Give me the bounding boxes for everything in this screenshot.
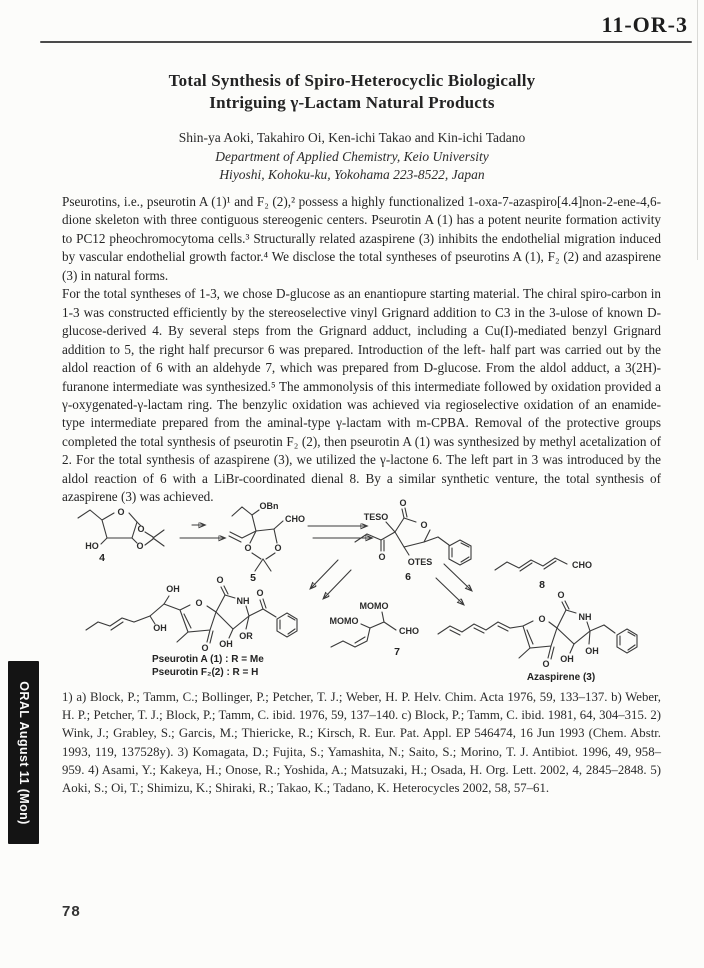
teso-label: TESO — [363, 512, 389, 522]
hydroxyl-label: HO — [85, 541, 99, 551]
carbonyl-oxygen-label: O — [399, 498, 407, 508]
ring-oxygen-label: O — [420, 520, 428, 530]
ketone-oxygen-label: O — [542, 659, 550, 669]
reaction-arrow-5-to-6 — [308, 526, 371, 538]
title-line1: Total Synthesis of Spiro-Heterocyclic Biologically — [168, 71, 536, 90]
title-line2: Intriguing γ-Lactam Natural Products — [209, 92, 495, 112]
amide-oxygen-label: O — [216, 575, 224, 585]
header-rule — [40, 41, 692, 43]
pseurotin-f2-caption: Pseurotin F₂(2) : R = H — [152, 667, 259, 678]
compound-number: 6 — [405, 571, 411, 583]
scan-artifact-line — [697, 0, 698, 260]
compound-number: 8 — [539, 579, 545, 591]
aldehyde-label: CHO — [399, 626, 419, 636]
abstract-paragraph-2: For the total syntheses of 1-3, we chose D-glucose as an enantiopure starting material. The chiral spiro-carbon in 1-3 was constructed efficiently by the stereoselective vinyl Grignard addition to C3 in the 3-ulose of known D-glucose-derived 4. By several steps from the Grignard adduct, including a Cu(I)-mediated benzyl Grignard addition to 5, the right half precursor 6 was prepared. Introduction of the left- half part was carried out by the aldol reaction of 6 with an aldehyde 7, which was prepared from D-glucose. From the aldol adduct, a 3(2H)-furanone intermediate was synthesized.⁵ The ammonolysis of this intermediate followed by oxidation provided a γ-oxygenated-γ-lactam ring. The benzylic oxidation was achieved via regioselective oxidation of an enamide-type intermediate prepared from the aminal-type γ-lactam with m-CPBA. Removal of the protective groups completed the total synthesis of pseurotin F₂ (2), then pseurotin A (1) was synthesized by methyl acetalization of 2. For the total synthesis of azaspirene (3), we utilized the γ-lactone 6. The left part in 3 was introduced by the aldol reaction of 6 with a LiBr-coordinated dienal 8. By a similar synthetic venture, the total synthesis of azaspirene (3) was achieved. — [62, 286, 661, 505]
azaspirene-caption: Azaspirene (3) — [526, 672, 596, 683]
structure-compound-6 — [355, 498, 471, 583]
page-number: 78 — [62, 903, 81, 920]
structure-compound-8 — [495, 558, 592, 591]
reaction-scheme — [40, 498, 700, 698]
momo-label: MOMO — [359, 601, 389, 611]
otes-label: OTES — [407, 557, 433, 567]
hydroxyl-label: OH — [219, 639, 233, 649]
or-group-label: OR — [239, 631, 253, 641]
acetonide-oxygen-label: O — [136, 541, 144, 551]
compound-number: 7 — [394, 646, 400, 658]
structure-pseurotin — [86, 575, 297, 678]
authors-line: Shin-ya Aoki, Takahiro Oi, Ken-ichi Takao and Kin-ichi Tadano — [178, 130, 526, 145]
compound-number: 5 — [250, 572, 256, 584]
benzoyl-oxygen-label: O — [256, 588, 264, 598]
affiliation-line1: Department of Applied Chemistry, Keio University — [215, 149, 489, 164]
abstract-body — [62, 193, 661, 507]
acetonide-oxygen-label: O — [137, 524, 145, 534]
momo-label: MOMO — [329, 616, 359, 626]
hydroxyl-label: OH — [153, 623, 167, 633]
structure-compound-4 — [78, 507, 164, 564]
ketone-oxygen-label: O — [201, 643, 209, 653]
hydroxyl-label: OH — [560, 654, 574, 664]
amide-nh-label: NH — [236, 596, 250, 606]
reaction-arrow-to-pseurotin — [311, 560, 351, 598]
references-block: 1) a) Block, P.; Tamm, C.; Bollinger, P.; Petcher, T. J.; Weber, H. P. Helv. Chim. Acta 1976, 59, 133–137. b) Weber, H. P.; Petcher, T. J.; Block, P.; Tamm, C. ibid. 1976, 59, 137–140. c) Block, P.; Tamm, C. ibid. 1981, 64, 304–315. 2) Wink, J.; Grabley, S.; Garcis, M.; Thiericke, R.; Kirsch, R. Eur. Pat. Appl. EP 546474, 16 Jun 1993 (Chem. Abstr. 1993, 119, 137528y). 3) Komagata, D.; Fujita, S.; Yamashita, N.; Saito, S.; Morino, T. J. Antibiot. 1996, 49, 958–959. 4) Asami, Y.; Kakeya, H.; Onose, R.; Yoshida, A.; Matsuzaki, H.; Osada, H. Org. Lett. 2002, 4, 2845–2848. 5) Aoki, S.; Oi, T.; Shimizu, K.; Shiraki, R.; Takao, K.; Tadano, K. Heterocycles 2002, 58, 57–61. — [62, 690, 661, 796]
dioxolane-oxygen-label: O — [274, 543, 282, 553]
ring-oxygen-label: O — [538, 614, 546, 624]
abstract-paragraph-1: Pseurotins, i.e., pseurotin A (1)¹ and F₂ (2),² possess a highly functionalized 1-oxa-7-azaspiro[4.4]non-2-ene-4,6-dione skeleton with three contiguous stereogenic centers. Pseurotin A (1) has a potent neurite formation activity to PC12 pheochromocytoma cells.³ Structurally related azaspirene (3) inhibits the endothelial migration induced by vascular endothelial growth factor.⁴ We disclose the total syntheses of pseurotins A (1), F₂ (2) and azaspirene (3) in natural forms. — [62, 194, 661, 283]
paper-title — [40, 70, 664, 113]
affiliation-line2: Hiyoshi, Kohoku-ku, Yokohama 223-8522, Japan — [219, 167, 485, 182]
hydroxyl-label: OH — [166, 584, 180, 594]
ring-oxygen-label: O — [195, 598, 203, 608]
structure-compound-7 — [330, 601, 420, 658]
dioxolane-oxygen-label: O — [244, 543, 252, 553]
session-code: 11-OR-3 — [601, 12, 688, 37]
amide-oxygen-label: O — [557, 590, 565, 600]
compound-number: 4 — [99, 552, 105, 564]
pseurotin-a-caption: Pseurotin A (1) : R = Me — [152, 654, 264, 665]
hydroxyl-label: OH — [585, 646, 599, 656]
ketone-oxygen-label: O — [378, 552, 386, 562]
session-tab — [8, 661, 39, 844]
ring-oxygen-label: O — [117, 507, 125, 517]
structure-compound-5 — [229, 501, 305, 584]
amide-nh-label: NH — [578, 612, 592, 622]
reaction-arrow-to-azaspirene — [436, 564, 471, 604]
benzyloxy-label: OBn — [259, 501, 279, 511]
structure-azaspirene — [438, 590, 637, 683]
session-tab-label: ORAL August 11 (Mon) — [16, 680, 31, 825]
aldehyde-label: CHO — [572, 560, 592, 570]
aldehyde-label: CHO — [285, 514, 305, 524]
reaction-arrow-4-to-5 — [180, 525, 224, 538]
